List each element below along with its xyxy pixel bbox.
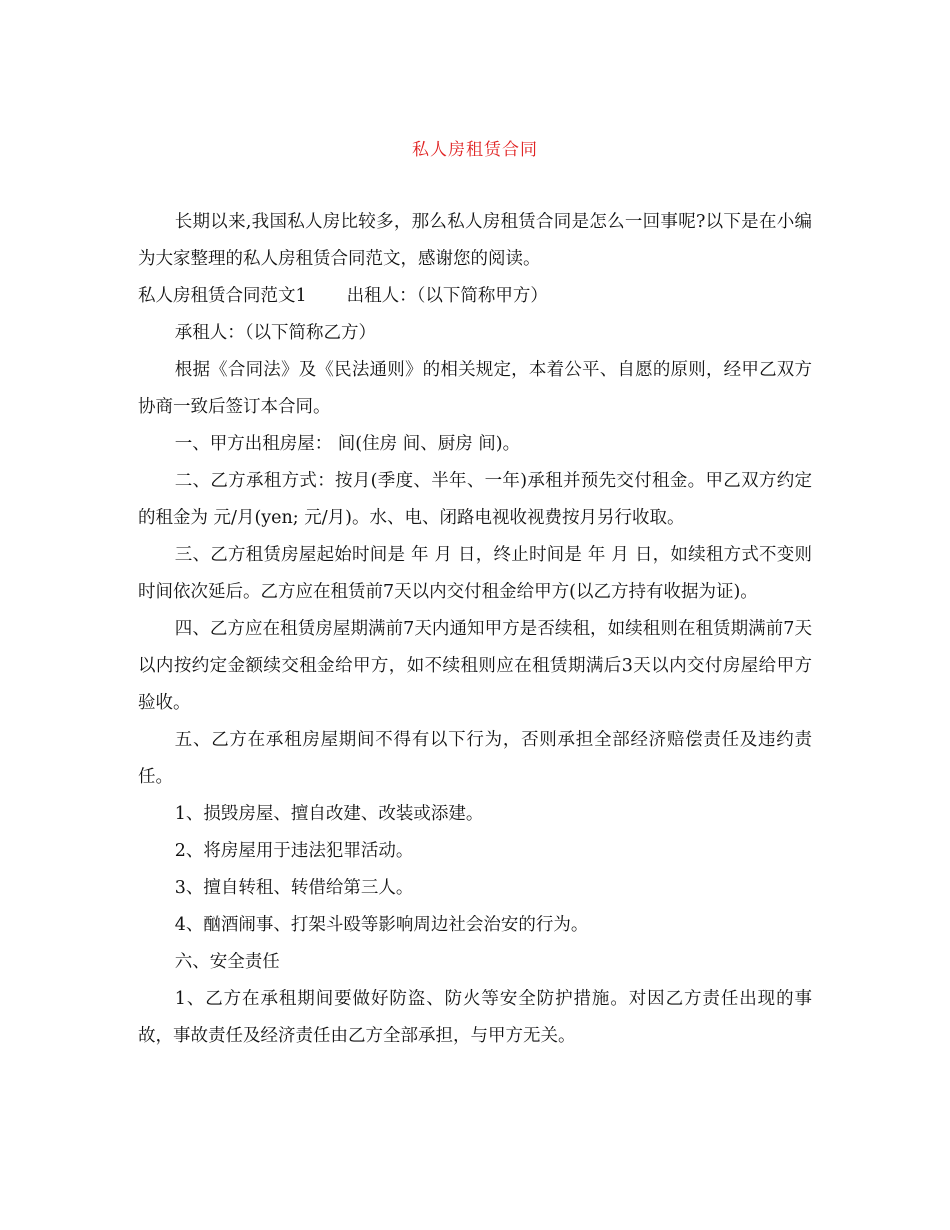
clause-1: 一、甲方出租房屋： 间(住房 间、厨房 间)。 <box>174 434 521 454</box>
document-body <box>138 204 812 1055</box>
clause-5-item-3: 3、擅自转租、转借给第三人。 <box>174 878 414 898</box>
paragraph-intro: 长期以来,我国私人房比较多，那么私人房租赁合同是怎么一回事呢?以下是在小编为大家整理的私人房租赁合同范文，感谢您的阅读。 <box>138 212 812 269</box>
document-title: 私人房租赁合同 <box>412 140 538 160</box>
lessor-line: 出租人：（以下简称甲方） <box>346 286 548 306</box>
clause-2: 二、乙方承租方式：按月(季度、半年、一年)承租并预先交付租金。甲乙双方约定的租金为 元/月(yen; 元/月)。水、电、闭路电视收视费按月另行收取。 <box>138 471 812 528</box>
clause-5-item-2: 2、将房屋用于违法犯罪活动。 <box>174 841 414 861</box>
clause-6-heading: 六、安全责任 <box>174 952 280 972</box>
clause-6-item-1: 1、乙方在承租期间要做好防盗、防火等安全防护措施。对因乙方责任出现的事故，事故责任及经济责任由乙方全部承担，与甲方无关。 <box>138 989 812 1046</box>
clause-5: 五、乙方在承租房屋期间不得有以下行为，否则承担全部经济赔偿责任及违约责任。 <box>138 730 812 787</box>
paragraph-lessee: 承租人：（以下简称乙方） <box>174 323 376 343</box>
clause-4: 四、乙方应在租赁房屋期满前7天内通知甲方是否续租，如续租则在租赁期满前7天以内按约定金额续交租金给甲方，如不续租则应在租赁期满后3天以内交付房屋给甲方验收。 <box>138 619 812 713</box>
sample-label: 私人房租赁合同范文1 <box>138 286 307 306</box>
clause-5-item-1: 1、损毁房屋、擅自改建、改装或添建。 <box>174 804 484 824</box>
paragraph-basis: 根据《合同法》及《民法通则》的相关规定，本着公平、自愿的原则，经甲乙双方协商一致后签订本合同。 <box>138 360 812 417</box>
clause-3: 三、乙方租赁房屋起始时间是 年 月 日，终止时间是 年 月 日，如续租方式不变则时间依次延后。乙方应在租赁前7天以内交付租金给甲方(以乙方持有收据为证)。 <box>138 545 812 602</box>
clause-5-item-4: 4、酗酒闹事、打架斗殴等影响周边社会治安的行为。 <box>174 915 589 935</box>
paragraph-lessor <box>138 278 812 315</box>
